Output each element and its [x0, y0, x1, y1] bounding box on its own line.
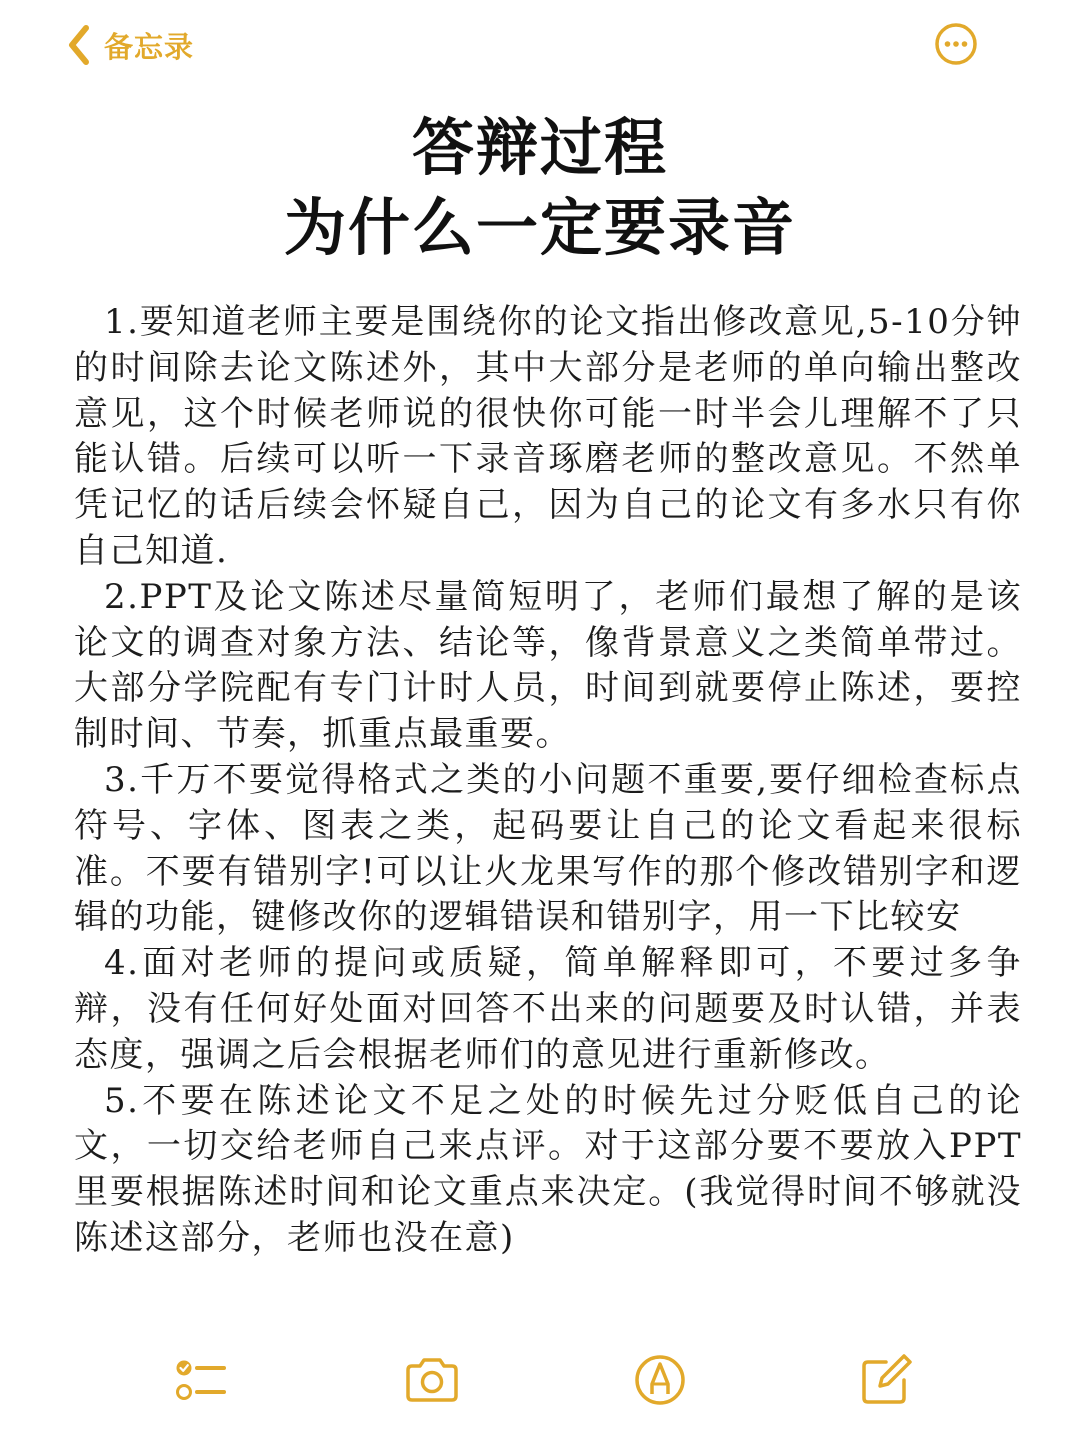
- navigation-bar: [0, 0, 1080, 92]
- checklist-button[interactable]: [170, 1350, 230, 1410]
- ellipsis-circle-icon: [934, 22, 978, 66]
- note-paragraph-4: 4.面对老师的提问或质疑，简单解释即可，不要过多争辩，没有任何好处面对回答不出来的问题要及时认错，并表态度，强调之后会根据老师们的意见进行重新修改。: [74, 943, 1022, 1075]
- note-title-line-1: 答辩过程: [411, 111, 668, 184]
- compose-icon: [856, 1350, 916, 1410]
- checklist-icon: [170, 1350, 230, 1410]
- note-paragraph-5: 5.不要在陈述论文不足之处的时候先过分贬低自己的论文，一切交给老师自己来点评。对于这部分要不要放入PPT里要根据陈述时间和论文重点来决定。(我觉得时间不够就没陈述这部分，老师也没在意): [74, 1080, 1022, 1258]
- note-title: [0, 108, 1080, 268]
- markup-button[interactable]: [630, 1350, 690, 1410]
- note-title-line-2: 为什么一定要录音: [283, 191, 796, 264]
- back-button-label: 备忘录: [104, 29, 195, 64]
- bottom-toolbar: [0, 1340, 1080, 1420]
- more-options-button[interactable]: [934, 22, 978, 66]
- markup-icon: [630, 1350, 690, 1410]
- note-body[interactable]: [74, 300, 1022, 1262]
- camera-button[interactable]: [402, 1350, 462, 1410]
- camera-icon: [402, 1350, 462, 1410]
- note-paragraph-3: 3.千万不要觉得格式之类的小问题不重要,要仔细检查标点符号、字体、图表之类，起码要让自己的论文看起来很标准。不要有错别字!可以让火龙果写作的那个修改错别字和逻辑的功能，键修改你的逻辑错误和错别字，用一下比较安: [74, 759, 1022, 938]
- compose-button[interactable]: [856, 1350, 916, 1410]
- note-paragraph-1: 1.要知道老师主要是围绕你的论文指出修改意见,5-10分钟的时间除去论文陈述外，其中大部分是老师的单向输出整改意见，这个时候老师说的很快你可能一时半会儿理解不了只能认错。后续可以听一下录音琢磨老师的整改意见。不然单凭记忆的话后续会怀疑自己，因为自己的论文有多水只有你自己知道.: [74, 302, 1022, 571]
- back-button[interactable]: [62, 22, 194, 68]
- chevron-left-icon: [62, 22, 98, 68]
- note-paragraph-2: 2.PPT及论文陈述尽量简短明了，老师们最想了解的是该论文的调查对象方法、结论等，像背景意义之类简单带过。大部分学院配有专门计时人员，时间到就要停止陈述，要控制时间、节奏，抓重点最重要。: [74, 576, 1022, 755]
